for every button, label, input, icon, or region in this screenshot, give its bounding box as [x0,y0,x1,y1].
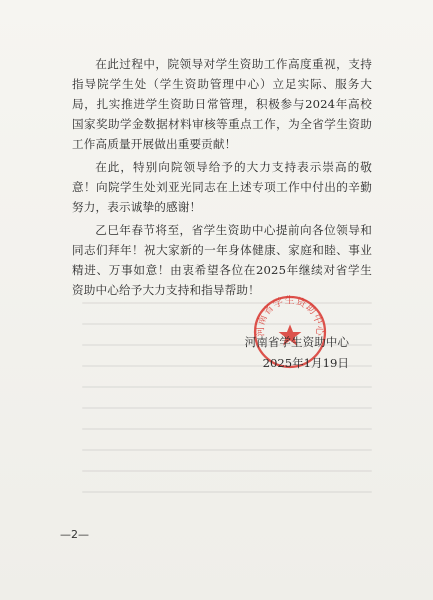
page-number: —2— [60,528,89,541]
paragraph-thanks: 在此，特别向院领导给予的大力支持表示崇高的敬意！向院学生处刘亚光同志在上述专项工作中付出的辛勤努力，表示诚挚的感谢！ [72,160,372,214]
show-through-line [82,491,372,493]
svg-text:河南省学生资助中心: 河南省学生资助中心 [255,295,325,337]
show-through-line [82,470,372,472]
signature-date: 2025年1月19日 [262,356,349,370]
signature-org: 河南省学生资助中心 [244,335,349,349]
paragraph-process: 在此过程中，院领导对学生资助工作高度重视，支持指导院学生处（学生资助管理中心）立足实际、服务大局，扎实推进学生资助日常管理，积极参与2024年高校国家奖助学金数据材料审核等重点工作，为全省学生资助工作高质量开展做出重要贡献！ [72,57,372,151]
show-through-line [82,323,372,325]
show-through-line [82,449,372,451]
letter-body [72,54,372,303]
signature-block [245,332,349,374]
show-through-line [82,407,372,409]
paragraph-greetings: 乙巳年春节将至，省学生资助中心提前向各位领导和同志们拜年！祝大家新的一年身体健康、家庭和睦、事业精进、万事如意！由衷希望各位在2025年继续对省学生资助中心给予大力支持和指导帮助！ [72,223,372,297]
show-through-line [82,386,372,388]
show-through-line [82,428,372,430]
